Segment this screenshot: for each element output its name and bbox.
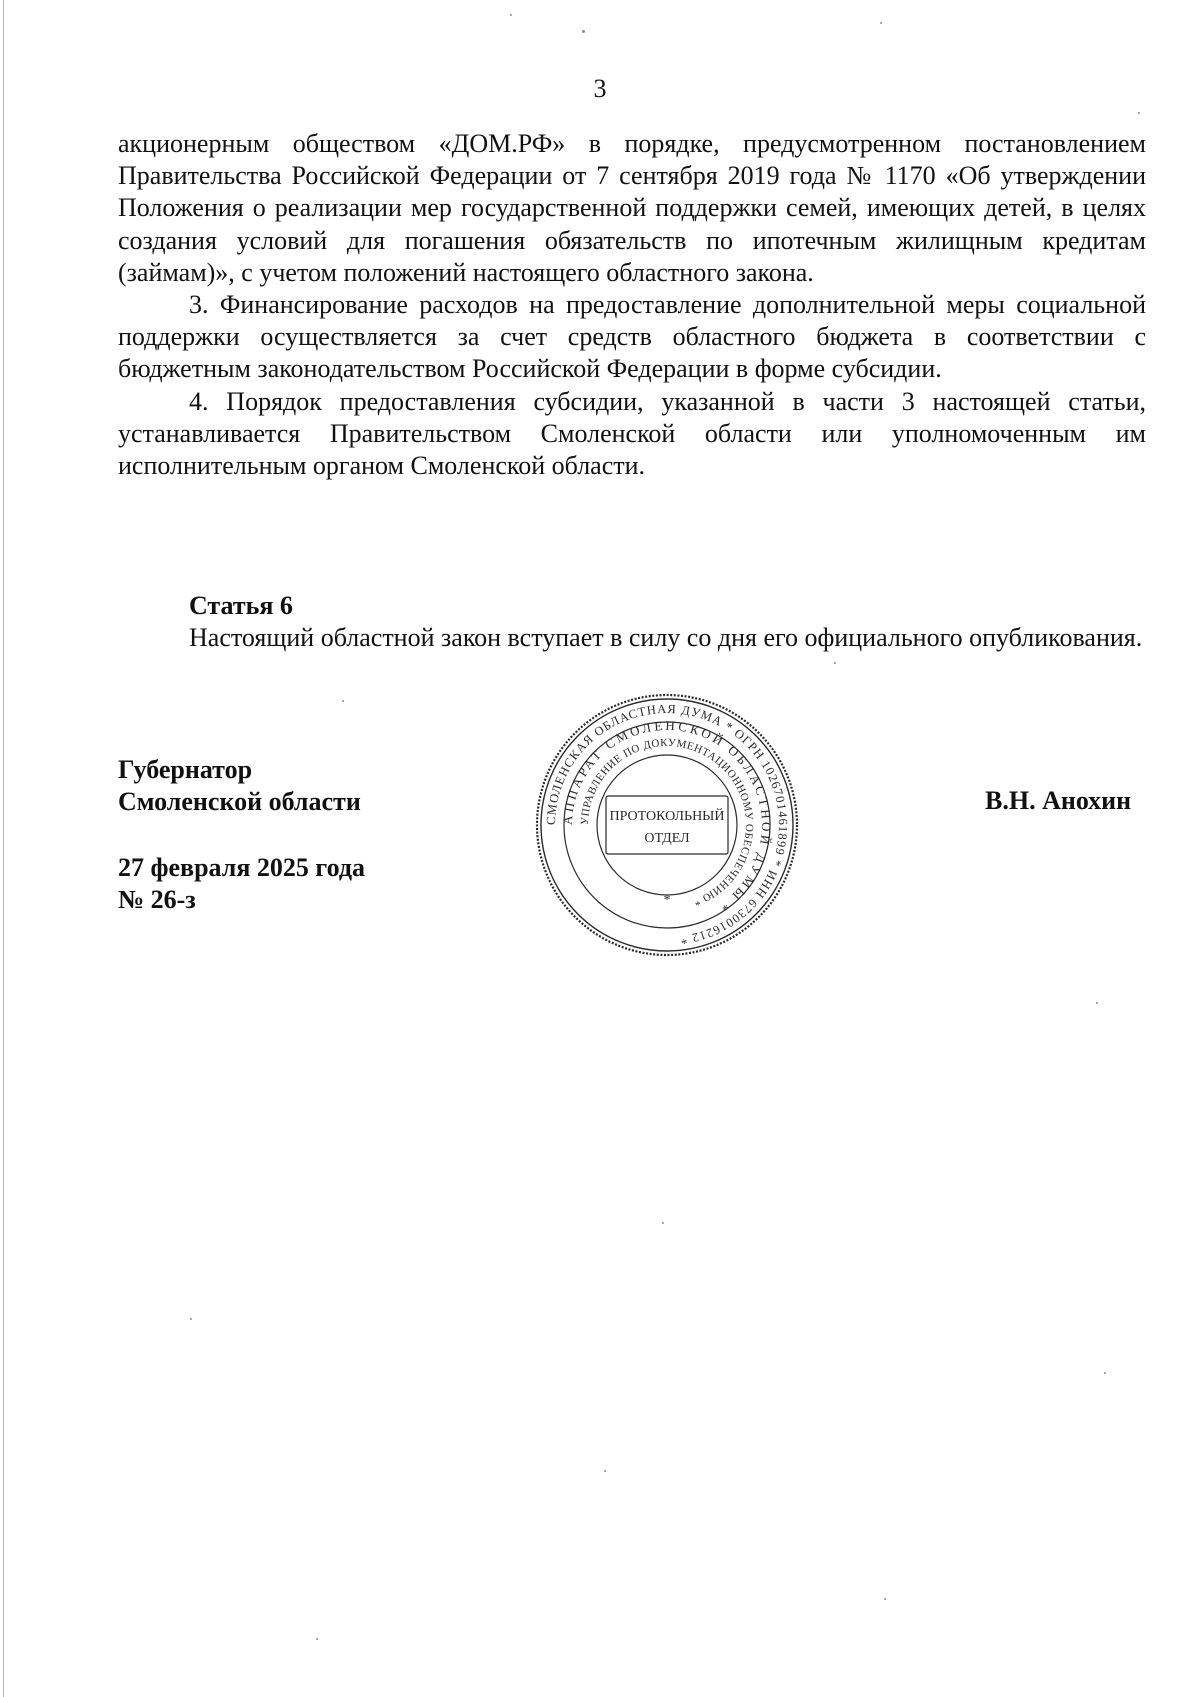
signatory-position	[118, 754, 361, 818]
scan-speck	[1096, 1002, 1098, 1004]
seal-outer-ring	[541, 699, 793, 951]
position-title: Губернатор	[118, 755, 253, 784]
signatory-name: В.Н. Анохин	[985, 786, 1132, 815]
scan-speck	[342, 700, 344, 702]
seal-center-line1: ПРОТОКОЛЬНЫЙ	[609, 809, 725, 824]
scan-speck	[316, 1638, 318, 1640]
scan-speck	[884, 1598, 886, 1600]
scan-speck	[662, 1222, 664, 1224]
paragraph-part-4: 4. Порядок предоставления субсидии, указанной в части 3 настоящей статьи, устанавливается Правительством Смоленской области или уполномоченным им исполнительным органом Смоленской области.	[118, 386, 1146, 481]
paragraph-continuation: акционерным обществом «ДОМ.РФ» в порядке, предусмотренном постановлением Правительства Российской Федерации от 7 сентября 2019 года № 1170 «Об утверждении Положения о реализации мер государственной поддержки семей, имеющих детей, в целях создания условий для погашения обязательств по ипотечным жилищным кредитам (займам)», с учетом положений настоящего областного закона.	[118, 129, 1146, 287]
scan-edge-line	[3, 0, 4, 1697]
article-text: Настоящий областной закон вступает в силу со дня его официального опубликования.	[189, 623, 1143, 653]
page-number: 3	[593, 74, 607, 103]
seal-middle-text: АППАРАТ СМОЛЕНСКОЙ ОБЛАСТНОЙ ДУМЫ *	[559, 717, 775, 917]
scan-speck	[1104, 1372, 1106, 1374]
seal-inner-ring	[597, 755, 737, 895]
scan-speck	[834, 662, 836, 664]
law-number: № 26-з	[118, 885, 196, 914]
law-date-number	[118, 852, 365, 916]
seal-outer-hatched-ring	[537, 695, 797, 955]
position-region: Смоленской области	[118, 787, 361, 816]
scan-speck	[510, 14, 512, 16]
scan-speck	[1138, 112, 1140, 114]
scan-speck	[582, 30, 585, 33]
scan-speck	[880, 22, 882, 24]
body-text	[118, 128, 1146, 482]
law-date: 27 февраля 2025 года	[118, 853, 365, 882]
paragraph-part-3: 3. Финансирование расходов на предоставление дополнительной меры социальной поддержки осуществляется за счет средств областного бюджета в соответствии с бюджетным законодательством Российской Федерации в форме субсидии.	[118, 290, 1146, 384]
official-seal	[534, 692, 800, 958]
seal-center-line2: ОТДЕЛ	[644, 831, 690, 846]
scan-speck	[190, 1318, 192, 1320]
article-6	[118, 590, 1146, 654]
seal-star-icon: *	[663, 893, 671, 908]
scan-speck	[604, 1470, 606, 1472]
seal-inner-text: УПРАВЛЕНИЕ ПО ДОКУМЕНТАЦИОННОМУ ОБЕСПЕЧЕНИЮ *	[578, 736, 756, 909]
article-heading: Статья 6	[189, 591, 293, 620]
seal-outer-text: СМОЛЕНСКАЯ ОБЛАСТНАЯ ДУМА * ОГРН 1026701461899 * ИНН 6730016212 *	[543, 701, 791, 948]
